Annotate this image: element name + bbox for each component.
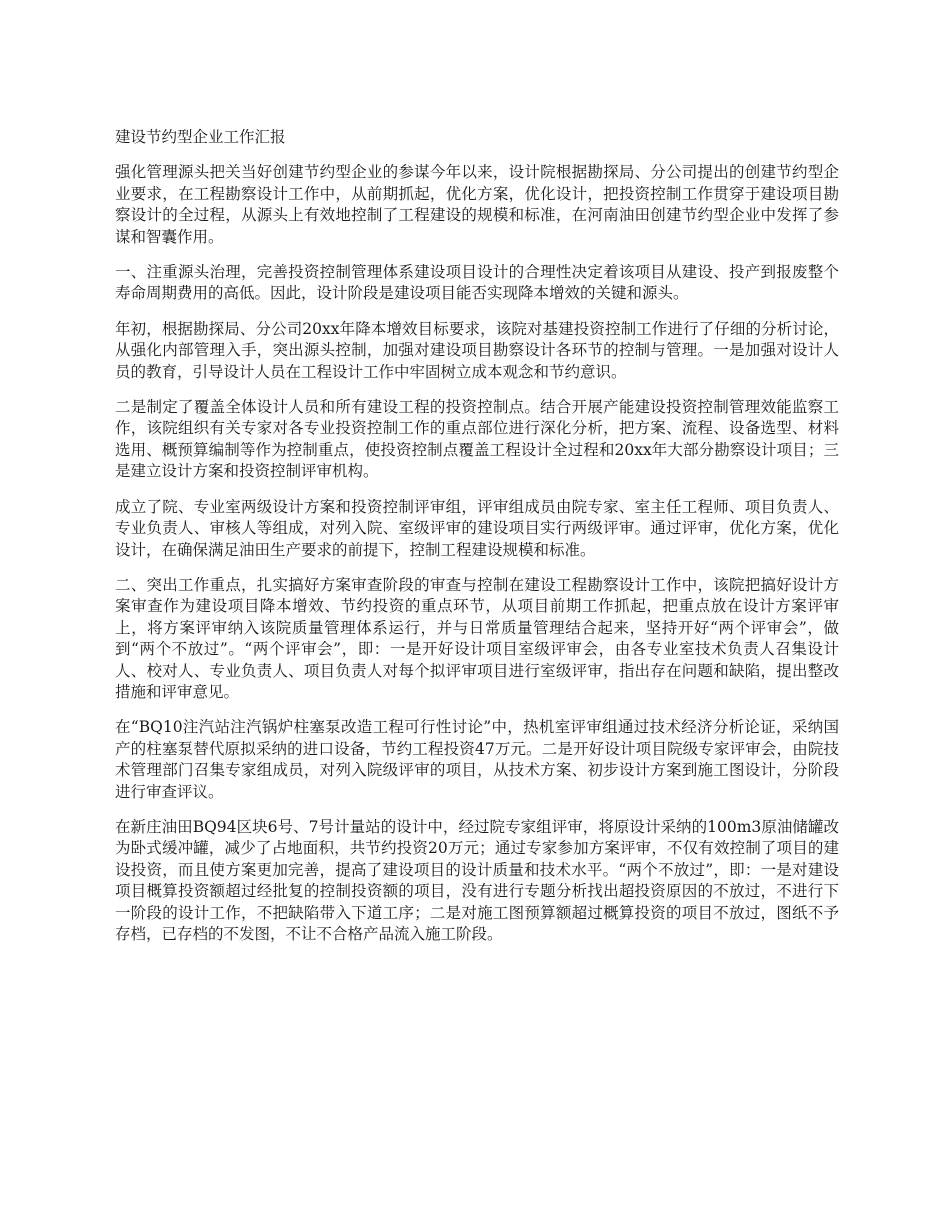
document-page xyxy=(115,127,839,959)
paragraph-intro: 强化管理源头把关当好创建节约型企业的参谋今年以来，设计院根据勘探局、分公司提出的创建节约型企业要求，在工程勘察设计工作中，从前期抓起，优化方案，优化设计，把投资控制工作贯穿于建设项目勘察设计的全过程，从源头上有效地控制了工程建设的规模和标准，在河南油田创建节约型企业中发挥了参谋和智囊作用。 xyxy=(115,163,839,246)
paragraph-review-groups: 成立了院、专业室两级设计方案和投资控制评审组，评审组成员由院专家、室主任工程师、项目负责人、专业负责人、审核人等组成，对列入院、室级评审的建设项目实行两级评审。通过评审，优化方案，优化设计，在确保满足油田生产要求的前提下，控制工程建设规模和标准。 xyxy=(115,497,839,559)
paragraph-bq10-case: 在“BQ10注汽站注汽锅炉柱塞泵改造工程可行性讨论”中，热机室评审组通过技术经济分析论证，采纳国产的柱塞泵替代原拟采纳的进口设备，节约工程投资47万元。二是开好设计项目院级专家评审会，由院技术管理部门召集专家组成员，对列入院级评审的项目，从技术方案、初步设计方案到施工图设计，分阶段进行审查评议。 xyxy=(115,718,839,801)
paragraph-section-2: 二、突出工作重点，扎实搞好方案审查阶段的审查与控制在建设工程勘察设计工作中，该院把搞好设计方案审查作为建设项目降本增效、节约投资的重点环节，从项目前期工作抓起，把重点放在设计方案评审上，将方案评审纳入该院质量管理体系运行，并与日常质量管理结合起来，坚持开好“两个评审会”，做到“两个不放过”。“两个评审会”，即：一是开好设计项目室级评审会，由各专业室技术负责人召集设计人、校对人、专业负责人、项目负责人对每个拟评审项目进行室级评审，指出存在问题和缺陷，提出整改措施和评审意见。 xyxy=(115,575,839,701)
document-title: 建设节约型企业工作汇报 xyxy=(115,128,286,146)
paragraph-control-points: 二是制定了覆盖全体设计人员和所有建设工程的投资控制点。结合开展产能建设投资控制管理效能监察工作，该院组织有关专家对各专业投资控制工作的重点部位进行深化分析，把方案、流程、设备选型、材料选用、概预算编制等作为控制重点，使投资控制点覆盖工程设计全过程和20xx年大部分勘察设计项目；三是建立设计方案和投资控制评审机构。 xyxy=(115,398,839,481)
paragraph-section-1: 一、注重源头治理，完善投资控制管理体系建设项目设计的合理性决定着该项目从建设、投产到报废整个寿命周期费用的高低。因此，设计阶段是建设项目能否实现降本增效的关键和源头。 xyxy=(115,263,839,303)
paragraph-bq94-case: 在新庄油田BQ94区块6号、7号计量站的设计中，经过院专家组评审，将原设计采纳的100m3原油储罐改为卧式缓冲罐，减少了占地面积，共节约投资20万元；通过专家参加方案评审，不仅有效控制了项目的建设投资，而且使方案更加完善，提高了建设项目的设计质量和技术水平。“两个不放过”，即：一是对建设项目概算投资额超过经批复的控制投资额的项目，没有进行专题分析找出超投资原因的不放过，不进行下一阶段的设计工作，不把缺陷带入下道工序；二是对施工图预算额超过概算投资的项目不放过，图纸不予存档，已存档的不发图，不让不合格产品流入施工阶段。 xyxy=(115,817,839,943)
paragraph-annual-goals: 年初，根据勘探局、分公司20xx年降本增效目标要求，该院对基建投资控制工作进行了仔细的分析讨论，从强化内部管理入手，突出源头控制，加强对建设项目勘察设计各环节的控制与管理。一是加强对设计人员的教育，引导设计人员在工程设计工作中牢固树立成本观念和节约意识。 xyxy=(115,319,839,381)
